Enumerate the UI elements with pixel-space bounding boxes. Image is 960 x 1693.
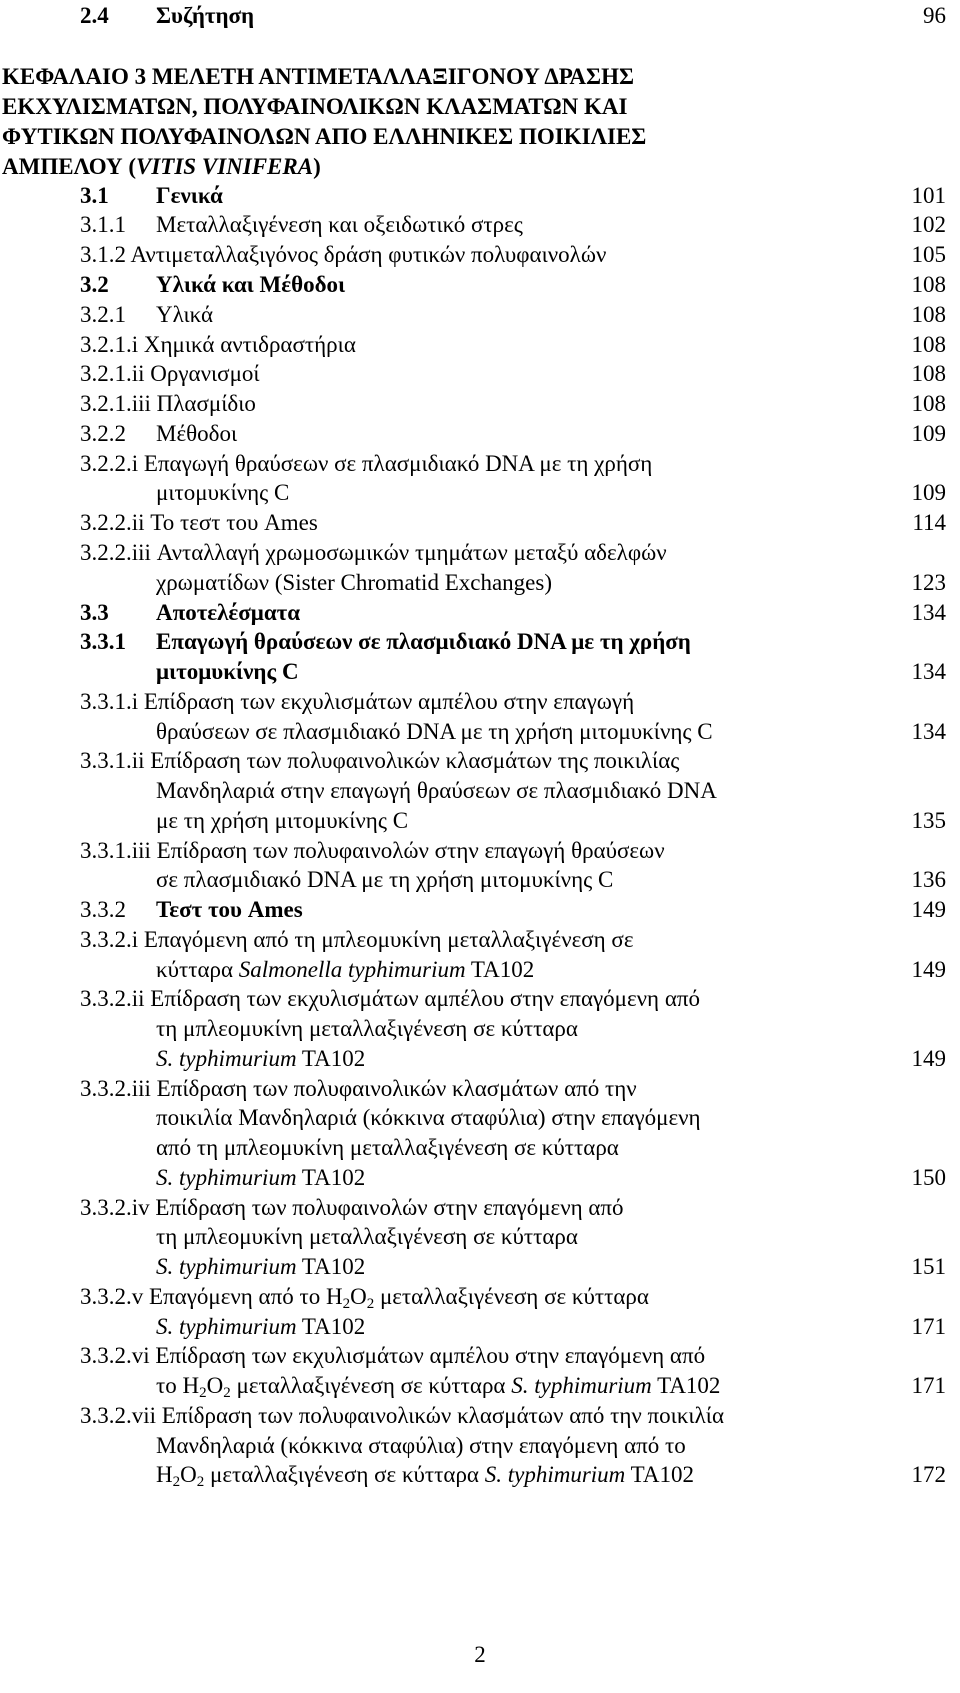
- toc-entry-3-1-1: [80, 211, 523, 239]
- continuation-text: μεταλλαξιγένεση σε κύτταρα: [230, 1373, 512, 1398]
- toc-entry-continuation: [156, 1045, 365, 1073]
- toc-entry-continuation: [156, 1313, 365, 1341]
- toc-entry-continuation: [156, 1461, 694, 1489]
- page-number: 149: [911, 957, 946, 982]
- strain-name: TA102: [296, 1046, 366, 1071]
- page-number: 171: [911, 1373, 946, 1398]
- toc-entry-3-3-2-iii: 3.3.2.iii Επίδραση των πολυφαινολικών κλασμάτων από την: [80, 1076, 637, 1101]
- footer-page-number: 2: [474, 1642, 486, 1667]
- species-name: S. typhimurium: [156, 1046, 297, 1071]
- page-number: 102: [911, 212, 946, 237]
- chapter-heading-line-1: ΚΕΦΑΛΑΙΟ 3 ΜΕΛΕΤΗ ΑΝΤΙΜΕΤΑΛΛΑΞΙΓΟΝΟΥ ΔΡΑΣΗΣ: [2, 64, 635, 89]
- toc-entry-continuation: τη μπλεομυκίνη μεταλλαξιγένεση σε κύτταρα: [156, 1016, 578, 1041]
- toc-entry-3-2-1-i: 3.2.1.i Χημικά αντιδραστήρια: [80, 332, 356, 357]
- subscript: 2: [172, 1474, 181, 1490]
- section-number: 3.1: [80, 183, 109, 208]
- page-number: 171: [911, 1314, 946, 1339]
- toc-entry-continuation: ποικιλία Μανδηλαριά (κόκκινα σταφύλια) στην επαγόμενη: [156, 1105, 701, 1130]
- continuation-text: το H: [156, 1373, 200, 1398]
- toc-entry-3-1-2: 3.1.2 Αντιμεταλλαξιγόνος δράση φυτικών πολυφαινολών: [80, 242, 607, 267]
- toc-entry-continuation: [156, 1253, 365, 1281]
- subscript: 2: [342, 1296, 351, 1312]
- toc-entry-continuation: [156, 1164, 365, 1192]
- toc-entry-continuation: χρωματίδων (Sister Chromatid Exchanges): [156, 570, 552, 595]
- toc-entry-3-2-2-iii: 3.2.2.iii Ανταλλαγή χρωμοσωμικών τμημάτων μεταξύ αδελφών: [80, 540, 667, 565]
- strain-name: TA102: [296, 1165, 366, 1190]
- page-number: 109: [911, 480, 946, 505]
- toc-entry-3-3-1-iii: 3.3.1.iii Επίδραση των πολυφαινολών στην επαγωγή θραύσεων: [80, 838, 665, 863]
- toc-entry-3-3-2: [80, 896, 303, 924]
- section-title: Μέθοδοι: [156, 421, 238, 446]
- entry-text: μεταλλαξιγένεση σε κύτταρα: [374, 1284, 649, 1309]
- species-name: S. typhimurium: [156, 1314, 297, 1339]
- chapter-heading-text: ΑΜΠΕΛΟΥ (: [2, 154, 137, 179]
- section-title: Τεστ του Ames: [156, 897, 303, 922]
- section-number: 2.4: [80, 3, 109, 28]
- strain-name: TA102: [625, 1462, 694, 1487]
- section-number: 3.3: [80, 600, 109, 625]
- page-number: 150: [911, 1165, 946, 1190]
- page-number: 108: [911, 361, 946, 386]
- section-title: Υλικά και Μέθοδοι: [156, 272, 346, 297]
- continuation-text: H: [156, 1462, 173, 1487]
- toc-entry-3-1: [80, 182, 223, 210]
- page-number: 134: [911, 600, 946, 625]
- toc-entry-3-3-2-v: [80, 1283, 649, 1311]
- toc-entry-3-3-2-iv: 3.3.2.iv Επίδραση των πολυφαινολών στην επαγόμενη από: [80, 1195, 624, 1220]
- toc-entry-continuation: από τη μπλεομυκίνη μεταλλαξιγένεση σε κύτταρα: [156, 1135, 619, 1160]
- toc-entry-continuation: σε πλασμιδιακό DNA με τη χρήση μιτομυκίνης C: [156, 867, 614, 892]
- chapter-heading-line-4: [2, 153, 321, 181]
- continuation-text: μεταλλαξιγένεση σε κύτταρα: [204, 1462, 485, 1487]
- section-title: Αποτελέσματα: [156, 600, 301, 625]
- toc-entry-2-4: [80, 2, 255, 30]
- toc-entry-3-2-2-ii: 3.2.2.ii Το τεστ του Ames: [80, 510, 318, 535]
- species-name: S. typhimurium: [511, 1373, 652, 1398]
- strain-name: TA102: [296, 1254, 366, 1279]
- section-number: 3.1.1: [80, 212, 126, 237]
- section-number: 3.2.2: [80, 421, 126, 446]
- section-number: 3.3.2: [80, 897, 126, 922]
- page-number: 151: [911, 1254, 946, 1279]
- toc-entry-3-2-1-ii: 3.2.1.ii Οργανισμοί: [80, 361, 260, 386]
- continuation-text: κύτταρα: [156, 957, 239, 982]
- toc-entry-3-2-1-iii: 3.2.1.iii Πλασμίδιο: [80, 391, 256, 416]
- toc-entry-3-2-1: [80, 301, 214, 329]
- toc-entry-continuation: Μανδηλαριά στην επαγωγή θραύσεων σε πλασμιδιακό DNA: [156, 778, 717, 803]
- page-number: 136: [911, 867, 946, 892]
- page-number: 108: [911, 272, 946, 297]
- section-number: 3.3.1: [80, 629, 126, 654]
- entry-text: 3.3.2.v Επαγόμενη από το H: [80, 1284, 343, 1309]
- page-number: 108: [911, 391, 946, 416]
- species-name: S. typhimurium: [156, 1254, 297, 1279]
- toc-entry-3-3-1: [80, 628, 691, 656]
- toc-entry-continuation: μιτομυκίνης C: [156, 480, 290, 505]
- page-number: 135: [911, 808, 946, 833]
- toc-entry-3-3-2-i: 3.3.2.i Επαγόμενη από τη μπλεομυκίνη μεταλλαξιγένεση σε: [80, 927, 634, 952]
- subscript: 2: [196, 1474, 205, 1490]
- page-number: 109: [911, 421, 946, 446]
- chapter-heading-line-2: ΕΚΧΥΛΙΣΜΑΤΩΝ, ΠΟΛΥΦΑΙΝΟΛΙΚΩΝ ΚΛΑΣΜΑΤΩΝ ΚΑΙ: [2, 94, 628, 119]
- toc-entry-continuation: θραύσεων σε πλασμιδιακό DNA με τη χρήση μιτομυκίνης C: [156, 719, 713, 744]
- page-number: 96: [923, 3, 946, 28]
- strain-name: TA102: [651, 1373, 721, 1398]
- page-number: 134: [911, 659, 946, 684]
- continuation-text: O: [180, 1462, 197, 1487]
- chapter-heading-text-end: ): [313, 154, 321, 179]
- toc-entry-continuation: τη μπλεομυκίνη μεταλλαξιγένεση σε κύτταρα: [156, 1224, 578, 1249]
- toc-entry-continuation: με τη χρήση μιτομυκίνης C: [156, 808, 409, 833]
- subscript: 2: [223, 1385, 231, 1401]
- strain-name: TA102: [296, 1314, 366, 1339]
- entry-text: O: [350, 1284, 367, 1309]
- toc-entry-3-3-1-i: 3.3.1.i Επίδραση των εκχυλισμάτων αμπέλου στην επαγωγή: [80, 689, 635, 714]
- page-number: 149: [911, 1046, 946, 1071]
- toc-entry-3-3: [80, 599, 301, 627]
- species-name: S. typhimurium: [484, 1462, 626, 1487]
- page-number: 108: [911, 332, 946, 357]
- page-number: 101: [911, 183, 946, 208]
- toc-entry-3-2: [80, 271, 346, 299]
- strain-name: TA102: [465, 957, 535, 982]
- page-number: 123: [911, 570, 946, 595]
- page-number: 172: [911, 1462, 946, 1487]
- species-name: Salmonella typhimurium: [238, 957, 466, 982]
- toc-entry-continuation: μιτομυκίνης C: [156, 659, 299, 684]
- section-number: 3.2: [80, 272, 109, 297]
- toc-entry-continuation: [156, 956, 534, 984]
- continuation-text: O: [206, 1373, 224, 1398]
- species-name: S. typhimurium: [156, 1165, 297, 1190]
- subscript: 2: [199, 1385, 207, 1401]
- toc-entry-3-2-2-i: 3.2.2.i Επαγωγή θραύσεων σε πλασμιδιακό DNA με τη χρήση: [80, 451, 653, 476]
- page-number: 108: [911, 302, 946, 327]
- section-title: Μεταλλαξιγένεση και οξειδωτικό στρες: [156, 212, 523, 237]
- page-number: 114: [912, 510, 946, 535]
- section-title: Συζήτηση: [156, 3, 255, 28]
- toc-entry-3-3-1-ii: 3.3.1.ii Επίδραση των πολυφαινολικών κλασμάτων της ποικιλίας: [80, 748, 680, 773]
- toc-entry-continuation: Μανδηλαριά (κόκκινα σταφύλια) στην επαγόμενη από το: [156, 1433, 686, 1458]
- section-title: Επαγωγή θραύσεων σε πλασμιδιακό DNA με τη χρήση: [156, 629, 691, 654]
- section-title: Γενικά: [156, 183, 223, 208]
- page-number: 105: [911, 242, 946, 267]
- toc-entry-3-3-2-ii: 3.3.2.ii Επίδραση των εκχυλισμάτων αμπέλου στην επαγόμενη από: [80, 986, 700, 1011]
- toc-entry-continuation: [156, 1372, 720, 1400]
- page-number: 149: [911, 897, 946, 922]
- subscript: 2: [366, 1296, 375, 1312]
- page-number: 134: [911, 719, 946, 744]
- toc-entry-3-2-2: [80, 420, 238, 448]
- toc-entry-3-3-2-vii: 3.3.2.vii Επίδραση των πολυφαινολικών κλασμάτων από την ποικιλία: [80, 1403, 724, 1428]
- toc-entry-3-3-2-vi: 3.3.2.vi Επίδραση των εκχυλισμάτων αμπέλου στην επαγόμενη από: [80, 1343, 706, 1368]
- chapter-heading-species: VITIS VINIFERA: [136, 154, 314, 179]
- chapter-heading-line-3: ΦΥΤΙΚΩΝ ΠΟΛΥΦΑΙΝΟΛΩΝ ΑΠΟ ΕΛΛΗΝΙΚΕΣ ΠΟΙΚΙΛΙΕΣ: [2, 124, 647, 149]
- section-number: 3.2.1: [80, 302, 126, 327]
- section-title: Υλικά: [156, 302, 214, 327]
